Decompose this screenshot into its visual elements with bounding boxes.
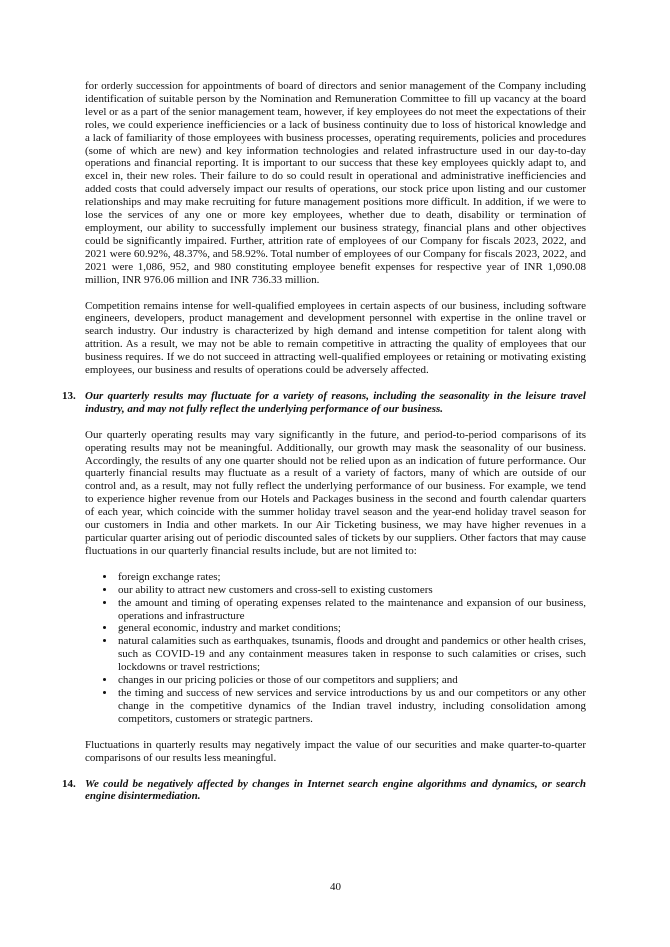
- risk-item-13: [62, 389, 586, 416]
- paragraph-fluctuations-impact: Fluctuations in quarterly results may negatively impact the value of our securities and make quarter-to-quarter comparisons of our results less meaningful.: [85, 738, 586, 764]
- paragraph-succession-risk: for orderly succession for appointments of board of directors and senior management of the Company including identification of suitable person by the Nomination and Remuneration Committee to fill up vacancy at the board level or as a part of the senior management team, however, if key employees do not meet the expectations of their roles, we could experience inefficiencies or a lack of business continuity due to loss of historical knowledge and a lack of familiarity of those employees with business processes, operating requirements, policies and procedures (some of which are new) and key information technologies and related infrastructure used in our day-to-day operations and financial reporting. It is important to our success that these key employees quickly adapt to, and excel in, their new roles. Their failure to do so could result in operational and administrative inefficiencies and added costs that could adversely impact our results of operations, our stock price upon listing and our customer relationships and may make recruiting for future management positions more difficult. In addition, if we were to lose the services of any one or more key employees, whether due to death, disability or termination of employment, our ability to successfully implement our business strategy, financial plans and other objectives could be significantly impaired. Further, attrition rate of employees of our Company for fiscals 2023, 2022, and 2021 were 60.92%, 48.37%, and 58.92%. Total number of employees of our Company for fiscals 2023, 2022, and 2021 were 1,086, 952, and 980 constituting employee benefit expenses for respective year of INR 1,090.08 million, INR 976.06 million and INR 736.33 million.: [85, 80, 586, 286]
- list-item-attract-customers: • our ability to attract new customers and cross-sell to existing customers: [116, 584, 586, 597]
- list-item-operating-expenses: • the amount and timing of operating expenses related to the maintenance and expansion of our business, operations and infrastructure: [116, 597, 586, 623]
- list-item-pricing-policies: • changes in our pricing policies or those of our competitors and suppliers; and: [116, 674, 586, 687]
- risk-item-13-number: 13.: [62, 389, 76, 402]
- list-item-foreign-exchange: • foreign exchange rates;: [116, 571, 586, 584]
- risk-item-13-heading: Our quarterly results may fluctuate for a variety of reasons, including the seasonality in the leisure travel industry, and may not fully reflect the underlying performance of our business.: [85, 389, 586, 415]
- risk-item-14-heading: We could be negatively affected by changes in Internet search engine algorithms and dynamics, or search engine disintermediation.: [85, 777, 586, 803]
- risk-item-14-number: 14.: [62, 777, 76, 790]
- page-number: 40: [330, 881, 341, 893]
- list-item-natural-calamities: • natural calamities such as earthquakes, tsunamis, floods and drought and pandemics or other health crises, such as COVID-19 and any containment measures taken in response to such calamities or crises, such lockdowns or travel restrictions;: [116, 635, 586, 674]
- page-body: [62, 80, 586, 816]
- list-item-new-services: • the timing and success of new services and service introductions by us and our competitors or any other change in the competitive dynamics of the Indian travel industry, including consolidation among competitors, customers or strategic partners.: [116, 687, 586, 726]
- paragraph-competition-risk: Competition remains intense for well-qualified employees in certain aspects of our business, including software engineers, developers, product management and development personnel with expertise in the online travel or search industry. Our industry is characterized by high demand and intense competition for talent along with attrition. As a result, we may not be able to remain competitive in attracting the quality of employees that our business requires. If we do not succeed in attracting well-qualified employees or retaining or motivating existing employees, our business and results of operations could be adversely affected.: [85, 299, 586, 377]
- risk-item-14: [62, 777, 586, 804]
- list-item-market-conditions: • general economic, industry and market conditions;: [116, 622, 586, 635]
- paragraph-quarterly-results: Our quarterly operating results may vary significantly in the future, and period-to-period comparisons of its operating results may not be meaningful. Additionally, our growth may mask the seasonality of our business. Accordingly, the results of any one quarter should not be relied upon as an indication of future performance. Our quarterly financial results may fluctuate as a result of a variety of factors, many of which are outside of our control and, as a result, may not fully reflect the underlying performance of our business. For example, we tend to experience higher revenue from our Hotels and Packages business in the second and fourth calendar quarters of each year, which coincide with the summer holiday travel season and the year-end holiday travel season for our customers in India and other markets. In our Air Ticketing business, we may have higher revenues in a particular quarter arising out of periodic discounted sales of tickets by our suppliers. Other factors that may cause fluctuations in our quarterly financial results include, but are not limited to:: [85, 428, 586, 557]
- fluctuation-factors-list: [85, 571, 586, 726]
